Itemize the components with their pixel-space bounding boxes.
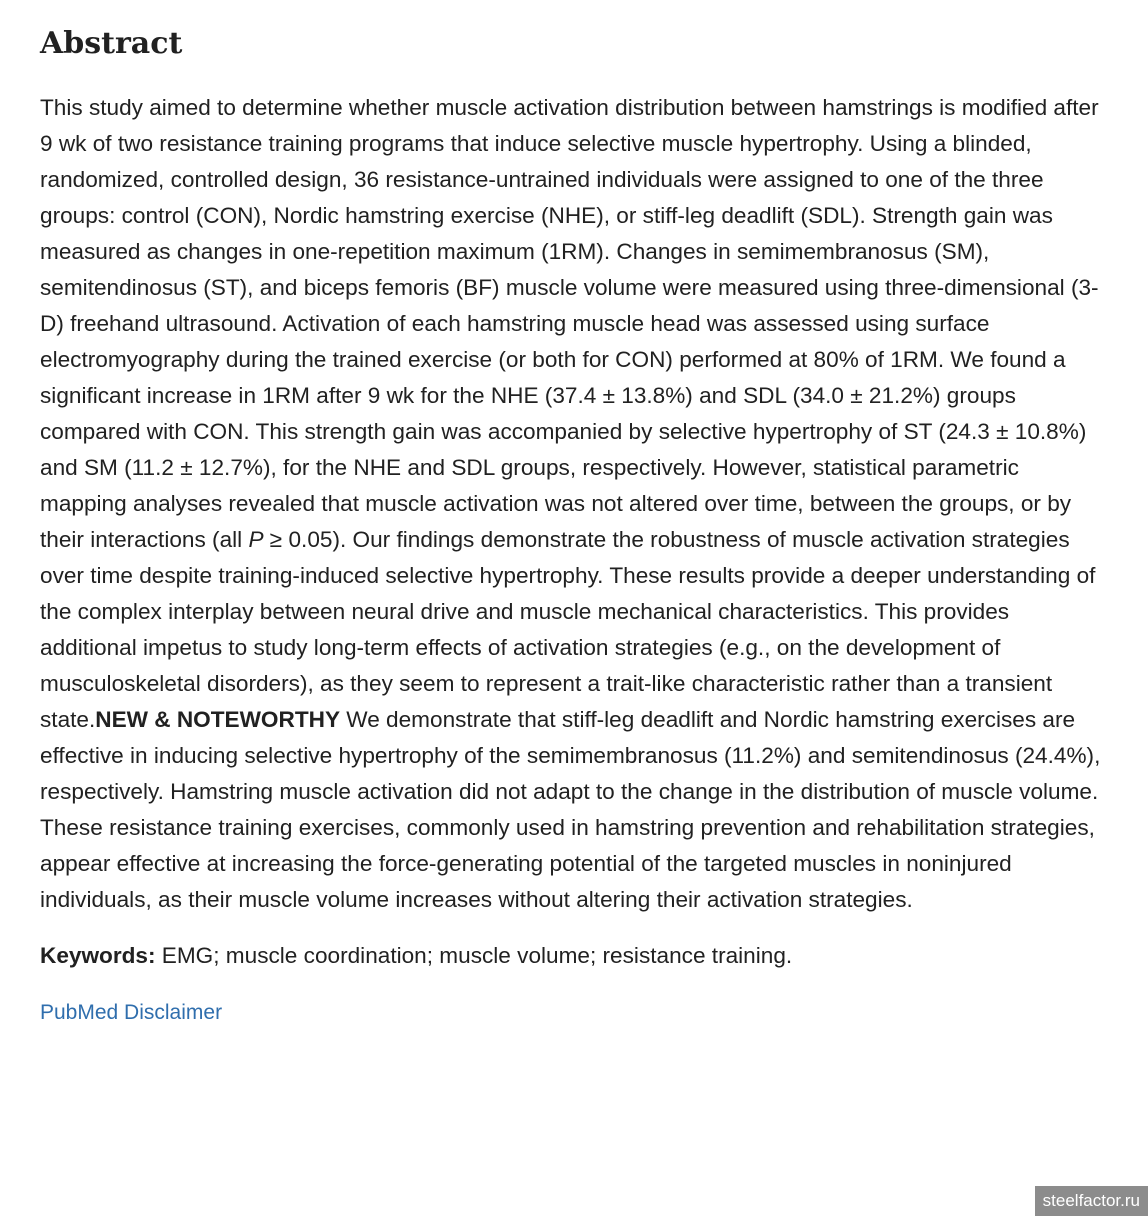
keywords-line [40,938,1108,974]
noteworthy-label: NEW & NOTEWORTHY [95,707,341,732]
pubmed-disclaimer-link[interactable]: PubMed Disclaimer [40,1001,223,1024]
noteworthy-text: We demonstrate that stiff-leg deadlift and Nordic hamstring exercises are effective in inducing selective hypertrophy of the semimembranosus (11.2%) and semitendinosus (24.4%), respectively. Hamstring muscle activation did not adapt to the change in the distribution of muscle volume. These resistance training exercises, commonly used in hamstring prevention and rehabilitation strategies, appear effective at increasing the force-generating potential of the targeted muscles in noninjured individuals, as their muscle volume increases without altering their activation strategies. [40,707,1101,912]
watermark: steelfactor.ru [1035,1186,1148,1216]
abstract-heading: Abstract [40,26,183,61]
abstract-paragraph-2: ≥ 0.05). Our findings demonstrate the robustness of muscle activation strategies over time despite training-induced selective hypertrophy. These results provide a deeper understanding of the complex interplay between neural drive and muscle mechanical characteristics. This provides additional impetus to study long-term effects of activation strategies (e.g., on the development of musculoskeletal disorders), as they seem to represent a trait-like characteristic rather than a transient state. [40,527,1096,732]
p-value-symbol: P [248,527,264,552]
abstract-paragraph-1: This study aimed to determine whether muscle activation distribution between hamstrings is modified after 9 wk of two resistance training programs that induce selective muscle hypertrophy. Using a blinded, randomized, controlled design, 36 resistance-untrained individuals were assigned to one of the three groups: control (CON), Nordic hamstring exercise (NHE), or stiff-leg deadlift (SDL). Strength gain was measured as changes in one-repetition maximum (1RM). Changes in semimembranosus (SM), semitendinosus (ST), and biceps femoris (BF) muscle volume were measured using three-dimensional (3-D) freehand ultrasound. Activation of each hamstring muscle head was assessed using surface electromyography during the trained exercise (or both for CON) performed at 80% of 1RM. We found a significant increase in 1RM after 9 wk for the NHE (37.4 ± 13.8%) and SDL (34.0 ± 21.2%) groups compared with CON. This strength gain was accompanied by selective hypertrophy of ST (24.3 ± 10.8%) and SM (11.2 ± 12.7%), for the NHE and SDL groups, respectively. However, statistical parametric mapping analyses revealed that muscle activation was not altered over time, between the groups, or by their interactions (all [40,95,1099,552]
keywords-text: EMG; muscle coordination; muscle volume; resistance training. [155,943,793,968]
abstract-body [40,90,1110,918]
keywords-label: Keywords: [40,943,156,968]
